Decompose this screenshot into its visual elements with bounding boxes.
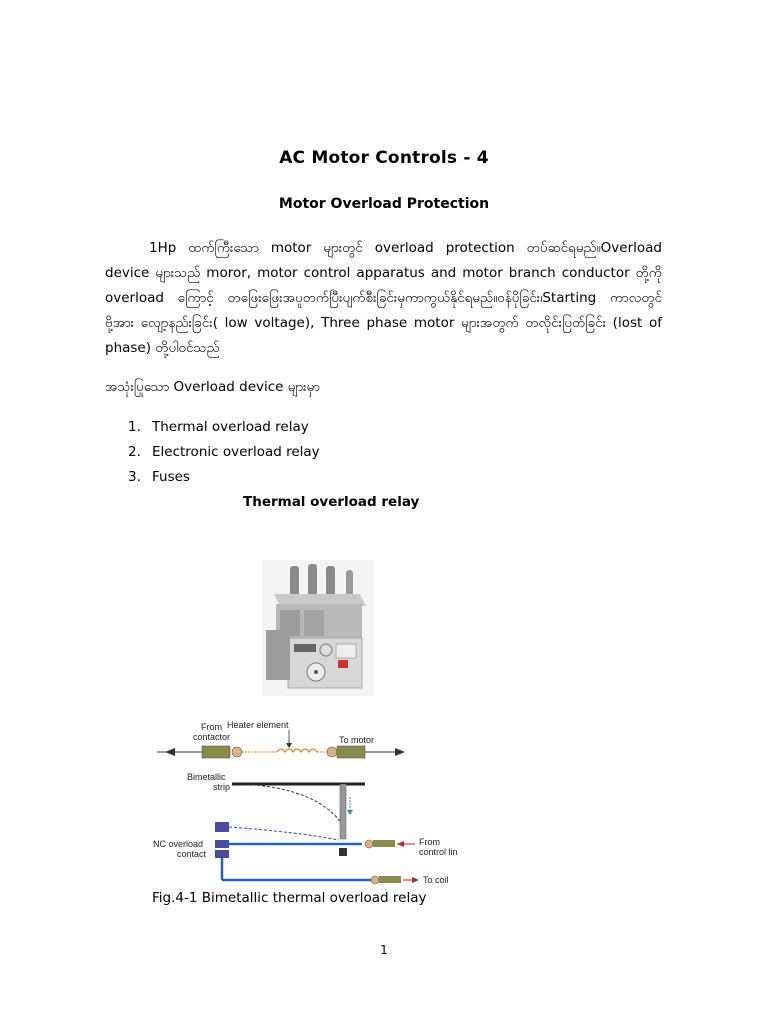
list-item bbox=[128, 466, 628, 491]
list-item bbox=[128, 441, 628, 466]
label-bimetallic-1: Bimetallic bbox=[187, 772, 226, 782]
document-title: AC Motor Controls - 4 bbox=[279, 148, 489, 168]
label-to-coil: To coil bbox=[423, 875, 449, 885]
page-number: 1 bbox=[380, 943, 388, 957]
label-from-contactor-2: contactor bbox=[193, 732, 231, 742]
list-label: Fuses bbox=[152, 469, 190, 485]
list-label: Electronic overload relay bbox=[152, 444, 320, 460]
device-list bbox=[128, 416, 628, 491]
section-heading: Thermal overload relay bbox=[243, 494, 420, 510]
label-from-contactor-1: From bbox=[201, 722, 222, 732]
figure-caption: Fig.4-1 Bimetallic thermal overload relay bbox=[152, 890, 427, 906]
list-number: 3. bbox=[128, 469, 141, 485]
label-to-motor: To motor bbox=[339, 735, 375, 745]
list-number: 2. bbox=[128, 444, 141, 460]
label-from-control-2: control lin bbox=[419, 847, 458, 857]
label-nc-overload-1: NC overload bbox=[153, 839, 204, 849]
overload-relay-photo bbox=[262, 560, 374, 696]
list-item bbox=[128, 416, 628, 441]
list-label: Thermal overload relay bbox=[152, 419, 309, 435]
label-from-control-1: From bbox=[419, 837, 440, 847]
document-subtitle: Motor Overload Protection bbox=[278, 196, 490, 212]
list-number: 1. bbox=[128, 419, 141, 435]
bimetallic-relay-diagram bbox=[147, 712, 487, 892]
label-nc-overload-2: contact bbox=[177, 849, 207, 859]
body-paragraph: 1Hp ထက်ကြီးသော motor များတွင် overload protection တပ်ဆင်ရမည်။Overload device များသည် moror, motor control apparatus and motor branch conductor တို့ကို overload ကြောင့် တဖြေးဖြေးအပူတက်ပြီးပျက်စီးခြင်းမှကာကွယ်နိုင်ရမည်။ဝန်ပိုခြင်း၊Starting ကာလတွင် ဗို့အား လျော့နည်းခြင်း( low voltage), Three phase motor များအတွက် တလိုင်းပြတ်ခြင်း (lost of phase) တို့ပါဝင်သည် bbox=[105, 240, 662, 356]
label-bimetallic-2: strip bbox=[213, 782, 231, 792]
intro-text: အသုံးပြုသော Overload device များမှာ bbox=[105, 379, 320, 395]
label-heater-element: Heater element bbox=[227, 720, 289, 730]
